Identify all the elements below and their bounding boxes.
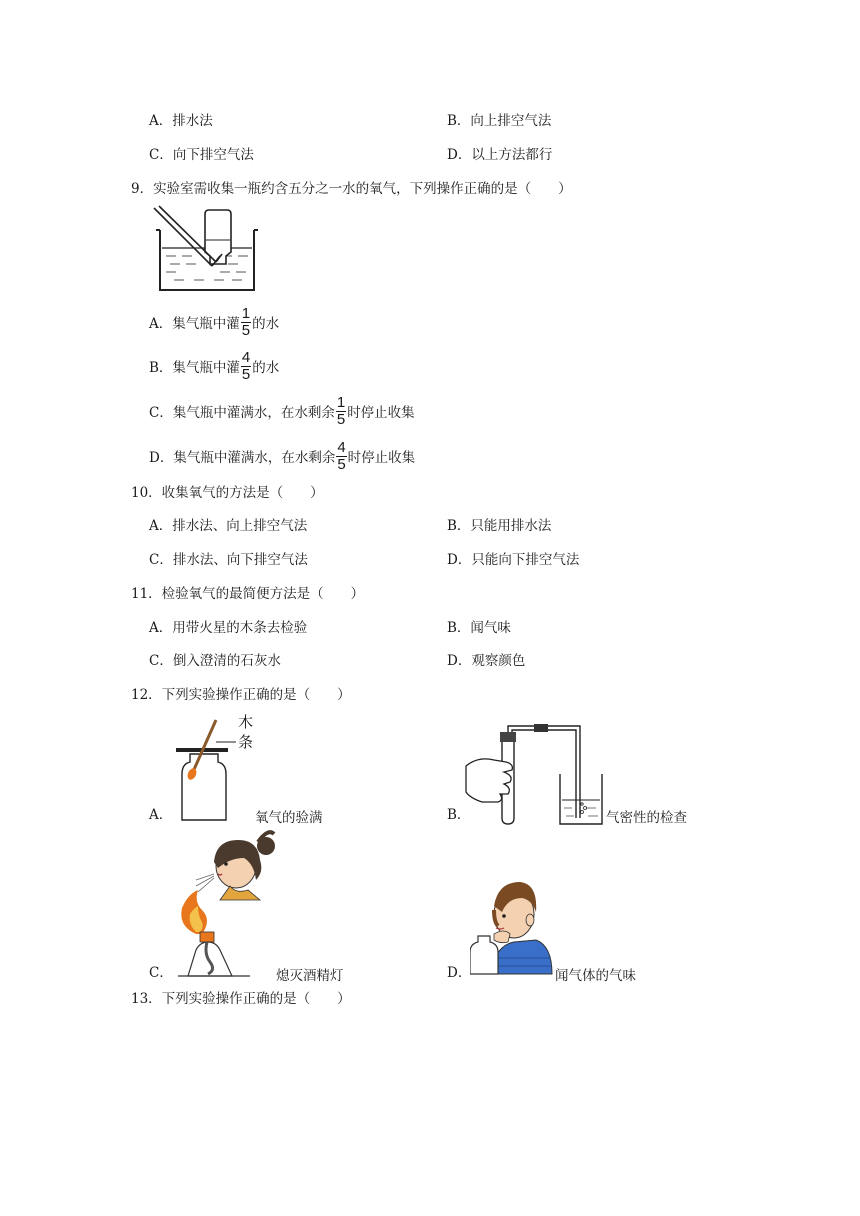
q8-option-a: A．排水法: [149, 113, 213, 129]
q12-option-b-letter: B．: [447, 807, 471, 823]
q9-option-a: A．集气瓶中灌 $\frac{1}{5}$ 的水: [149, 305, 280, 339]
q9-option-c: C．集气瓶中灌满水，在水剩余 $\frac{1}{5}$ 时停止收集: [149, 394, 415, 428]
fraction-one-fifth-a: $\frac{1}{5}$: [241, 305, 251, 339]
fraction-four-fifths-d: $\frac{4}{5}$: [337, 439, 346, 473]
q12-option-a-letter: A．: [149, 807, 173, 823]
alcohol-lamp-blowing-figure: [174, 828, 286, 980]
q10-stem: 10．收集氧气的方法是（ ）: [131, 485, 324, 501]
q9-option-d: D．集气瓶中灌满水，在水剩余 $\frac{4}{5}$ 时停止收集: [149, 439, 416, 473]
q12-option-a-caption: 氧气的验满: [255, 810, 323, 826]
q8-option-b: B．向上排空气法: [447, 113, 552, 129]
q11-option-b: B．闻气味: [447, 620, 511, 636]
q12-stem: 12．下列实验操作正确的是（ ）: [131, 687, 351, 703]
water-collection-apparatus-figure: [150, 204, 260, 296]
q11-option-c: C．倒入澄清的石灰水: [149, 653, 281, 669]
smelling-gas-figure: [470, 876, 554, 976]
q13-stem: 13．下列实验操作正确的是（ ）: [131, 991, 351, 1007]
fig-label-splint-1: 木: [238, 713, 254, 731]
q12-option-c-caption: 熄灭酒精灯: [276, 968, 344, 984]
fig-label-splint-2: 条: [238, 733, 254, 751]
q11-stem: 11．检验氧气的最简便方法是（ ）: [131, 586, 365, 602]
q10-option-a: A．排水法、向上排空气法: [149, 518, 308, 534]
q10-option-d: D．只能向下排空气法: [447, 552, 580, 568]
q9-stem: 9．实验室需收集一瓶约含五分之一水的氧气，下列操作正确的是（ ）: [131, 181, 572, 197]
q10-option-b: B．只能用排水法: [447, 518, 552, 534]
q10-option-c: C．排水法、向下排空气法: [149, 552, 308, 568]
q12-option-b-caption: 气密性的检查: [606, 810, 687, 826]
q8-option-c: C．向下排空气法: [149, 147, 254, 163]
airtightness-check-figure: [464, 722, 606, 826]
q12-option-c-letter: C．: [149, 965, 173, 981]
q9-option-b: B．集气瓶中灌 $\frac{4}{5}$ 的水: [149, 349, 280, 383]
q12-option-d-caption: 闻气体的气味: [555, 968, 636, 984]
q11-option-a: A．用带火星的木条去检验: [149, 620, 308, 636]
q12-option-d-letter: D．: [447, 965, 472, 981]
fraction-four-fifths-b: $\frac{4}{5}$: [241, 349, 251, 383]
q8-option-d: D．以上方法都行: [447, 147, 553, 163]
q11-option-d: D．观察颜色: [447, 653, 526, 669]
fraction-one-fifth-c: $\frac{1}{5}$: [336, 394, 346, 428]
